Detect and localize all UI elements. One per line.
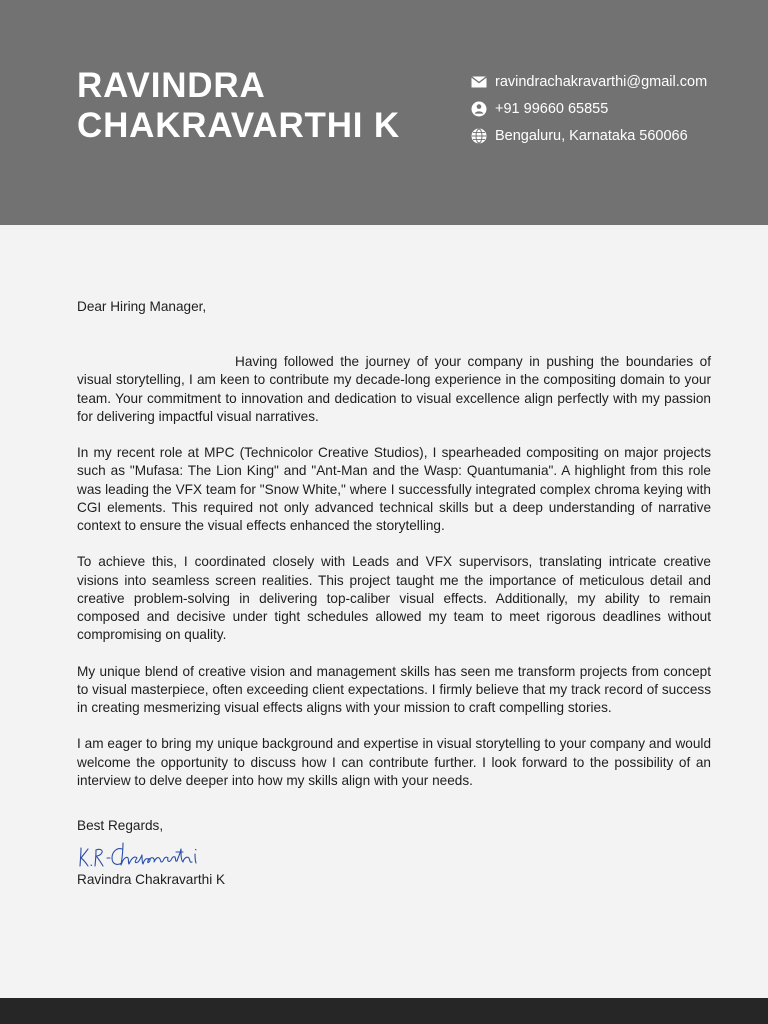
contact-phone[interactable] — [470, 95, 760, 122]
signer-name: Ravindra Chakravarthi K — [77, 872, 226, 888]
paragraph-5: I am eager to bring my unique background and expertise in visual storytelling to your company and would welcome the opportunity to discuss how I can contribute further. I look forward to the possibility of an interview to delve deeper into how my skills align with your needs. — [77, 736, 711, 788]
globe-icon — [470, 127, 487, 144]
paragraph-4: My unique blend of creative vision and management skills has seen me transform projects from concept to visual masterpiece, often exceeding client expectations. I firmly believe that my track record of success in creating mesmerizing visual effects aligns with your mission to craft compelling stories. — [77, 663, 711, 716]
name-line-2: CHAKRAVARTHI K — [77, 106, 400, 145]
contact-location — [470, 122, 760, 149]
header-banner — [0, 0, 768, 225]
phone-text: +91 99660 65855 — [495, 100, 609, 117]
salutation: Dear Hiring Manager, — [77, 299, 207, 314]
closing: Best Regards, — [77, 818, 164, 834]
letter-body — [77, 298, 711, 889]
paragraph-2: In my recent role at MPC (Technicolor Creative Studios), I spearheaded compositing on major projects such as "Mufasa: The Lion King" and "Ant-Man and the Wasp: Quantumania". A highlight from this role was leading the VFX team for "Snow White," where I successfully integrated complex chroma keying with CGI elements. This required not only advanced technical skills but a deep understanding of narrative context to ensure the visual effects enhanced the storytelling. — [77, 445, 711, 534]
contact-info — [470, 68, 760, 149]
signature-image — [77, 837, 227, 871]
envelope-icon — [470, 73, 487, 90]
location-text: Bengaluru, Karnataka 560066 — [495, 127, 688, 144]
email-text: ravindrachakravarthi@gmail.com — [495, 73, 708, 90]
name-line-1: RAVINDRA — [77, 66, 266, 105]
paragraph-3: To achieve this, I coordinated closely with Leads and VFX supervisors, translating intricate creative visions into seamless screen realities. This project taught me the importance of meticulous detail and creative problem-solving in delivering top-caliber visual effects. Additionally, my ability to remain composed and decisive under tight schedules allowed my team to meet rigorous deadlines without compromising on quality. — [77, 554, 711, 643]
applicant-name — [77, 66, 457, 146]
paragraph-1: Having followed the journey of your company in pushing the boundaries of visual storytelling, I am keen to contribute my decade-long experience in the compositing domain to your team. Your commitment to innovation and dedication to visual excellence align perfectly with my passion for delivering impactful visual narratives. — [77, 354, 711, 424]
contact-email[interactable] — [470, 68, 760, 95]
person-icon — [470, 100, 487, 117]
footer-bar — [0, 998, 768, 1024]
